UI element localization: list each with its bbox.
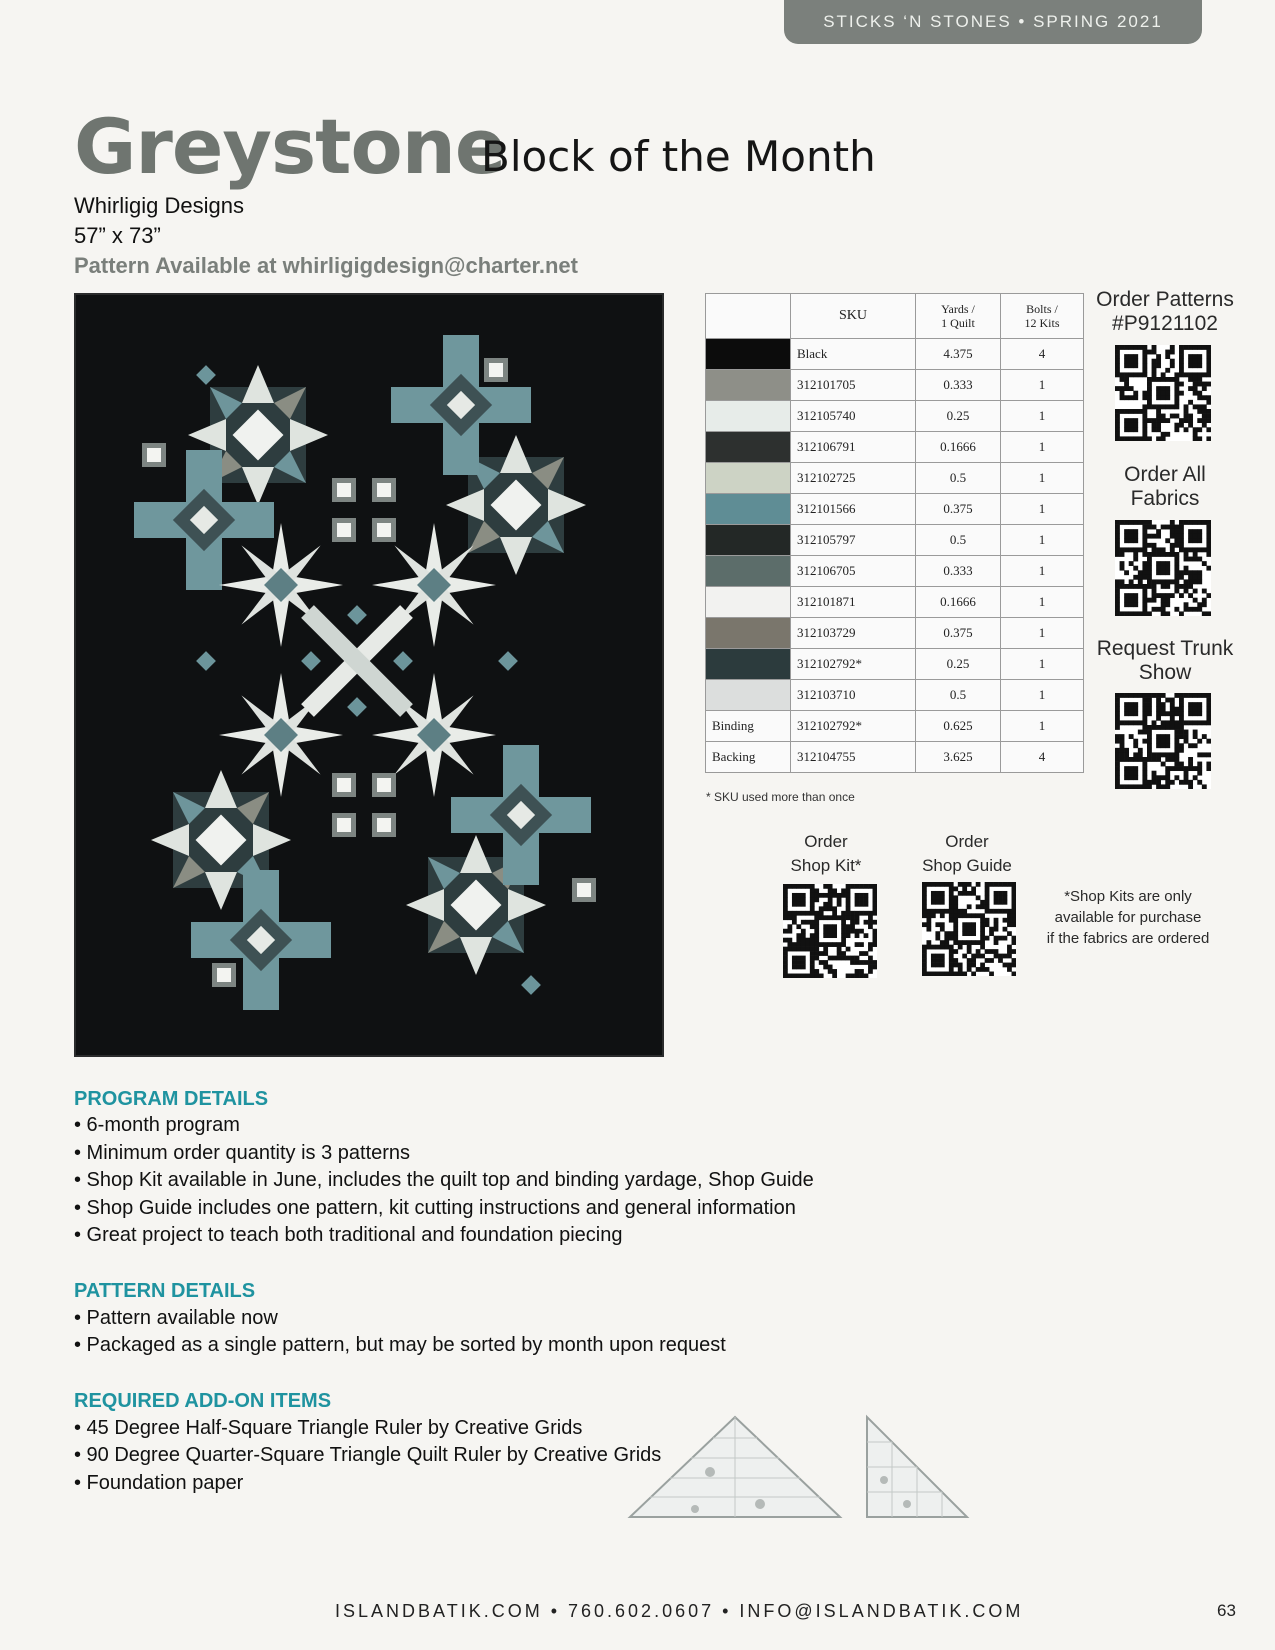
- table-row: [706, 401, 1084, 432]
- sku-cell: 312101871: [791, 587, 916, 618]
- bolts-cell: 1: [1001, 618, 1084, 649]
- addons-heading: REQUIRED ADD-ON ITEMS: [74, 1390, 332, 1412]
- fabric-swatch: [706, 401, 791, 432]
- bolts-header: Bolts / 12 Kits: [1001, 294, 1084, 339]
- fabric-swatch: [706, 556, 791, 587]
- fabric-swatch: [706, 339, 791, 370]
- yards-cell: 3.625: [916, 742, 1001, 773]
- swatch-header: [706, 294, 791, 339]
- row-label: Binding: [706, 711, 791, 742]
- header-tab: STICKS ‘N STONES • SPRING 2021: [784, 0, 1202, 44]
- table-row: [706, 742, 1084, 773]
- sku-cell: 312105797: [791, 525, 916, 556]
- order-fabrics-qr-code[interactable]: [1115, 520, 1211, 621]
- bolts-cell: 1: [1001, 711, 1084, 742]
- sku-cell: 312101705: [791, 370, 916, 401]
- shop-kit-note: *Shop Kits are only available for purchase if the fabrics are ordered: [1046, 888, 1210, 947]
- sku-footnote: * SKU used more than once: [706, 790, 855, 804]
- table-row: [706, 649, 1084, 680]
- footer-contact: ISLANDBATIK.COM • 760.602.0607 • INFO@ISLANDBATIK.COM: [335, 1601, 1024, 1621]
- quarter-square-ruler-image: [862, 1412, 972, 1527]
- page-subtitle: Block of the Month: [481, 132, 876, 181]
- shop-kit-qr-code[interactable]: [783, 884, 877, 983]
- program-detail-item: • Minimum order quantity is 3 patterns: [74, 1142, 411, 1164]
- pattern-detail-item: • Packaged as a single pattern, but may be sorted by month upon request: [74, 1334, 726, 1356]
- sku-cell: 312102792*: [791, 711, 916, 742]
- sku-cell: 312102792*: [791, 649, 916, 680]
- bolts-cell: 4: [1001, 339, 1084, 370]
- yards-cell: 0.1666: [916, 432, 1001, 463]
- quilt-size: 57” x 73”: [74, 223, 161, 248]
- table-row: [706, 587, 1084, 618]
- shop-kit-label: Order Shop Kit*: [790, 832, 862, 875]
- table-row: [706, 711, 1084, 742]
- table-row: [706, 525, 1084, 556]
- yards-cell: 0.625: [916, 711, 1001, 742]
- bolts-cell: 1: [1001, 680, 1084, 711]
- fabric-requirements-table: [705, 293, 1084, 773]
- addon-item: • 90 Degree Quarter-Square Triangle Quilt Ruler by Creative Grids: [74, 1444, 662, 1466]
- yards-cell: 0.1666: [916, 587, 1001, 618]
- bolts-cell: 1: [1001, 587, 1084, 618]
- yards-cell: 0.333: [916, 556, 1001, 587]
- sku-cell: 312105740: [791, 401, 916, 432]
- yards-cell: 4.375: [916, 339, 1001, 370]
- fabric-swatch: [706, 680, 791, 711]
- fabric-swatch: [706, 463, 791, 494]
- sku-cell: 312106791: [791, 432, 916, 463]
- fabric-swatch: [706, 649, 791, 680]
- order-patterns-qr-code[interactable]: [1115, 345, 1211, 446]
- fabric-swatch: [706, 494, 791, 525]
- bolts-cell: 1: [1001, 649, 1084, 680]
- fabric-swatch: [706, 370, 791, 401]
- table-row: [706, 618, 1084, 649]
- designer-name: Whirligig Designs: [74, 193, 244, 218]
- quilt-image: [74, 293, 664, 1057]
- program-detail-item: • Shop Kit available in June, includes the quilt top and binding yardage, Shop Guide: [74, 1169, 814, 1191]
- table-row: [706, 339, 1084, 370]
- yards-cell: 0.25: [916, 401, 1001, 432]
- yards-cell: 0.375: [916, 494, 1001, 525]
- fabric-swatch: [706, 618, 791, 649]
- table-header-row: [706, 294, 1084, 339]
- bolts-cell: 1: [1001, 401, 1084, 432]
- sku-cell: 312101566: [791, 494, 916, 525]
- yards-cell: 0.5: [916, 463, 1001, 494]
- program-detail-item: • 6-month program: [74, 1114, 240, 1136]
- fabric-swatch: [706, 587, 791, 618]
- sku-cell: 312104755: [791, 742, 916, 773]
- table-row: [706, 680, 1084, 711]
- bolts-cell: 1: [1001, 494, 1084, 525]
- sku-cell: 312103729: [791, 618, 916, 649]
- yards-cell: 0.25: [916, 649, 1001, 680]
- page-title: Greystone: [74, 102, 506, 191]
- shop-guide-qr-code[interactable]: [922, 882, 1016, 981]
- sku-cell: Black: [791, 339, 916, 370]
- sku-header: SKU: [791, 294, 916, 339]
- bolts-cell: 1: [1001, 432, 1084, 463]
- addon-item: • Foundation paper: [74, 1472, 244, 1494]
- program-detail-item: • Shop Guide includes one pattern, kit cutting instructions and general information: [74, 1197, 796, 1219]
- bolts-cell: 1: [1001, 525, 1084, 556]
- sku-cell: 312106705: [791, 556, 916, 587]
- pattern-details-heading: PATTERN DETAILS: [74, 1280, 256, 1302]
- pattern-availability: Pattern Available at whirligigdesign@charter.net: [74, 253, 578, 278]
- trunk-show-qr-code[interactable]: [1115, 693, 1211, 794]
- half-square-ruler-image: [625, 1412, 845, 1527]
- yards-cell: 0.375: [916, 618, 1001, 649]
- shop-guide-label: Order Shop Guide: [922, 832, 1012, 875]
- table-row: [706, 370, 1084, 401]
- quilt-illustration: [76, 295, 662, 1055]
- fabric-swatch: [706, 525, 791, 556]
- bolts-cell: 1: [1001, 463, 1084, 494]
- yards-cell: 0.5: [916, 525, 1001, 556]
- sku-cell: 312102725: [791, 463, 916, 494]
- yards-header: Yards / 1 Quilt: [916, 294, 1001, 339]
- table-row: [706, 463, 1084, 494]
- bolts-cell: 4: [1001, 742, 1084, 773]
- bolts-cell: 1: [1001, 370, 1084, 401]
- addon-item: • 45 Degree Half-Square Triangle Ruler by Creative Grids: [74, 1417, 583, 1439]
- bolts-cell: 1: [1001, 556, 1084, 587]
- program-details-heading: PROGRAM DETAILS: [74, 1088, 269, 1110]
- sku-cell: 312103710: [791, 680, 916, 711]
- program-detail-item: • Great project to teach both traditional and foundation piecing: [74, 1224, 623, 1246]
- table-row: [706, 432, 1084, 463]
- trunk-show-label: Request Trunk Show: [1096, 637, 1234, 684]
- yards-cell: 0.5: [916, 680, 1001, 711]
- order-fabrics-label: Order All Fabrics: [1124, 463, 1206, 510]
- table-row: [706, 494, 1084, 525]
- pattern-detail-item: • Pattern available now: [74, 1307, 278, 1329]
- order-patterns-label: Order Patterns #P9121102: [1096, 288, 1234, 335]
- yards-cell: 0.333: [916, 370, 1001, 401]
- row-label: Backing: [706, 742, 791, 773]
- page-number: 63: [1217, 1601, 1236, 1620]
- fabric-swatch: [706, 432, 791, 463]
- table-row: [706, 556, 1084, 587]
